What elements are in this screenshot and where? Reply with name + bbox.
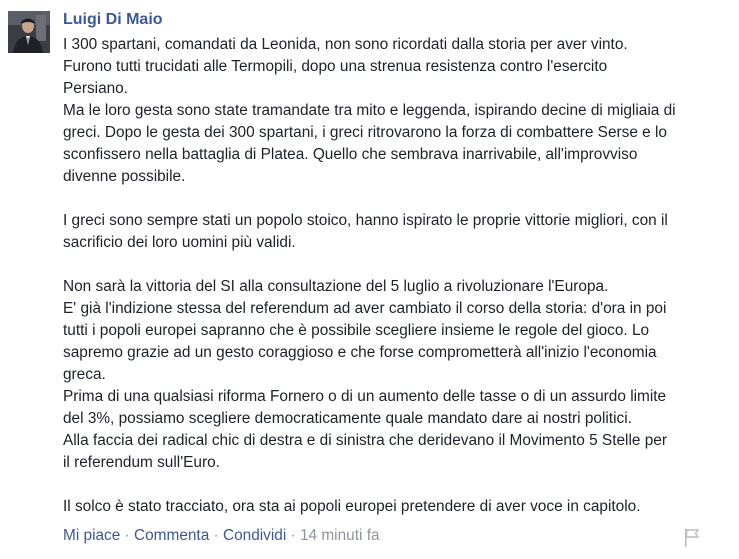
post-line: greci. Dopo le gesta dei 300 spartani, i greci ritrovarono la forza di combattere Serse e lo <box>63 124 667 141</box>
post-line: greca. <box>63 366 106 383</box>
post-body <box>63 34 735 518</box>
avatar[interactable] <box>8 11 50 53</box>
action-separator: · <box>286 527 300 544</box>
post-line: Alla faccia dei radical chic di destra e di sinistra che deridevano il Movimento 5 Stelle per <box>63 432 667 449</box>
post-line: divenne possibile. <box>63 168 186 185</box>
post-line: Il solco è stato tracciato, ora sta ai popoli europei pretendere di aver voce in capitolo. <box>63 498 641 515</box>
post-line: Ma le loro gesta sono state tramandate tra mito e leggenda, ispirando decine di migliaia di <box>63 102 676 119</box>
share-link[interactable]: Condividi <box>222 527 287 544</box>
post-line: I 300 spartani, comandati da Leonida, non sono ricordati dalla storia per aver vinto. <box>63 36 628 53</box>
post-line: sacrificio dei loro uomini più validi. <box>63 234 296 251</box>
like-link[interactable]: Mi piace <box>63 527 121 544</box>
action-separator: · <box>209 527 223 544</box>
action-separator: · <box>120 527 134 544</box>
post-line: Prima di una qualsiasi riforma Fornero o di un aumento delle tasse o di un assurdo limite <box>63 388 667 405</box>
post-paragraph <box>63 210 735 254</box>
comment-link[interactable]: Commenta <box>134 527 210 544</box>
post-line: sapremo grazie ad un gesto coraggioso e che forse comprometterà all'inizio l'economia <box>63 344 657 361</box>
post-line: Non sarà la vittoria del SI alla consultazione del 5 luglio a rivoluzionare l'Europa. <box>63 278 609 295</box>
post-author[interactable]: Luigi Di Maio <box>63 11 163 28</box>
post-line: del 3%, possiamo scegliere democraticamente quale mandato dare ai nostri politici. <box>63 410 632 427</box>
post-line: tutti i popoli europei sapranno che è possibile scegliere insieme le regole del gioco. Lo <box>63 322 650 339</box>
post-paragraph <box>63 496 735 518</box>
post-line: Persiano. <box>63 80 129 97</box>
post-line: il referendum sull'Euro. <box>63 454 220 471</box>
profile-photo-icon <box>8 11 50 53</box>
post-line: Furono tutti trucidati alle Termopili, dopo una strenua resistenza contro l'esercito <box>63 58 608 75</box>
post-actions <box>63 526 380 546</box>
post-line: I greci sono sempre stati un popolo stoico, hanno ispirato le proprie vittorie migliori, con il <box>63 212 668 229</box>
post-line: sconfissero nella battaglia di Platea. Quello che sembrava inarrivabile, all'improvviso <box>63 146 638 163</box>
post-paragraph <box>63 34 735 188</box>
post-timestamp[interactable]: 14 minuti fa <box>299 527 380 544</box>
post-line: E' già l'indizione stessa del referendum ad aver cambiato il corso della storia: d'ora in poi <box>63 300 667 317</box>
flag-icon[interactable] <box>683 528 701 548</box>
post-paragraph <box>63 276 735 474</box>
